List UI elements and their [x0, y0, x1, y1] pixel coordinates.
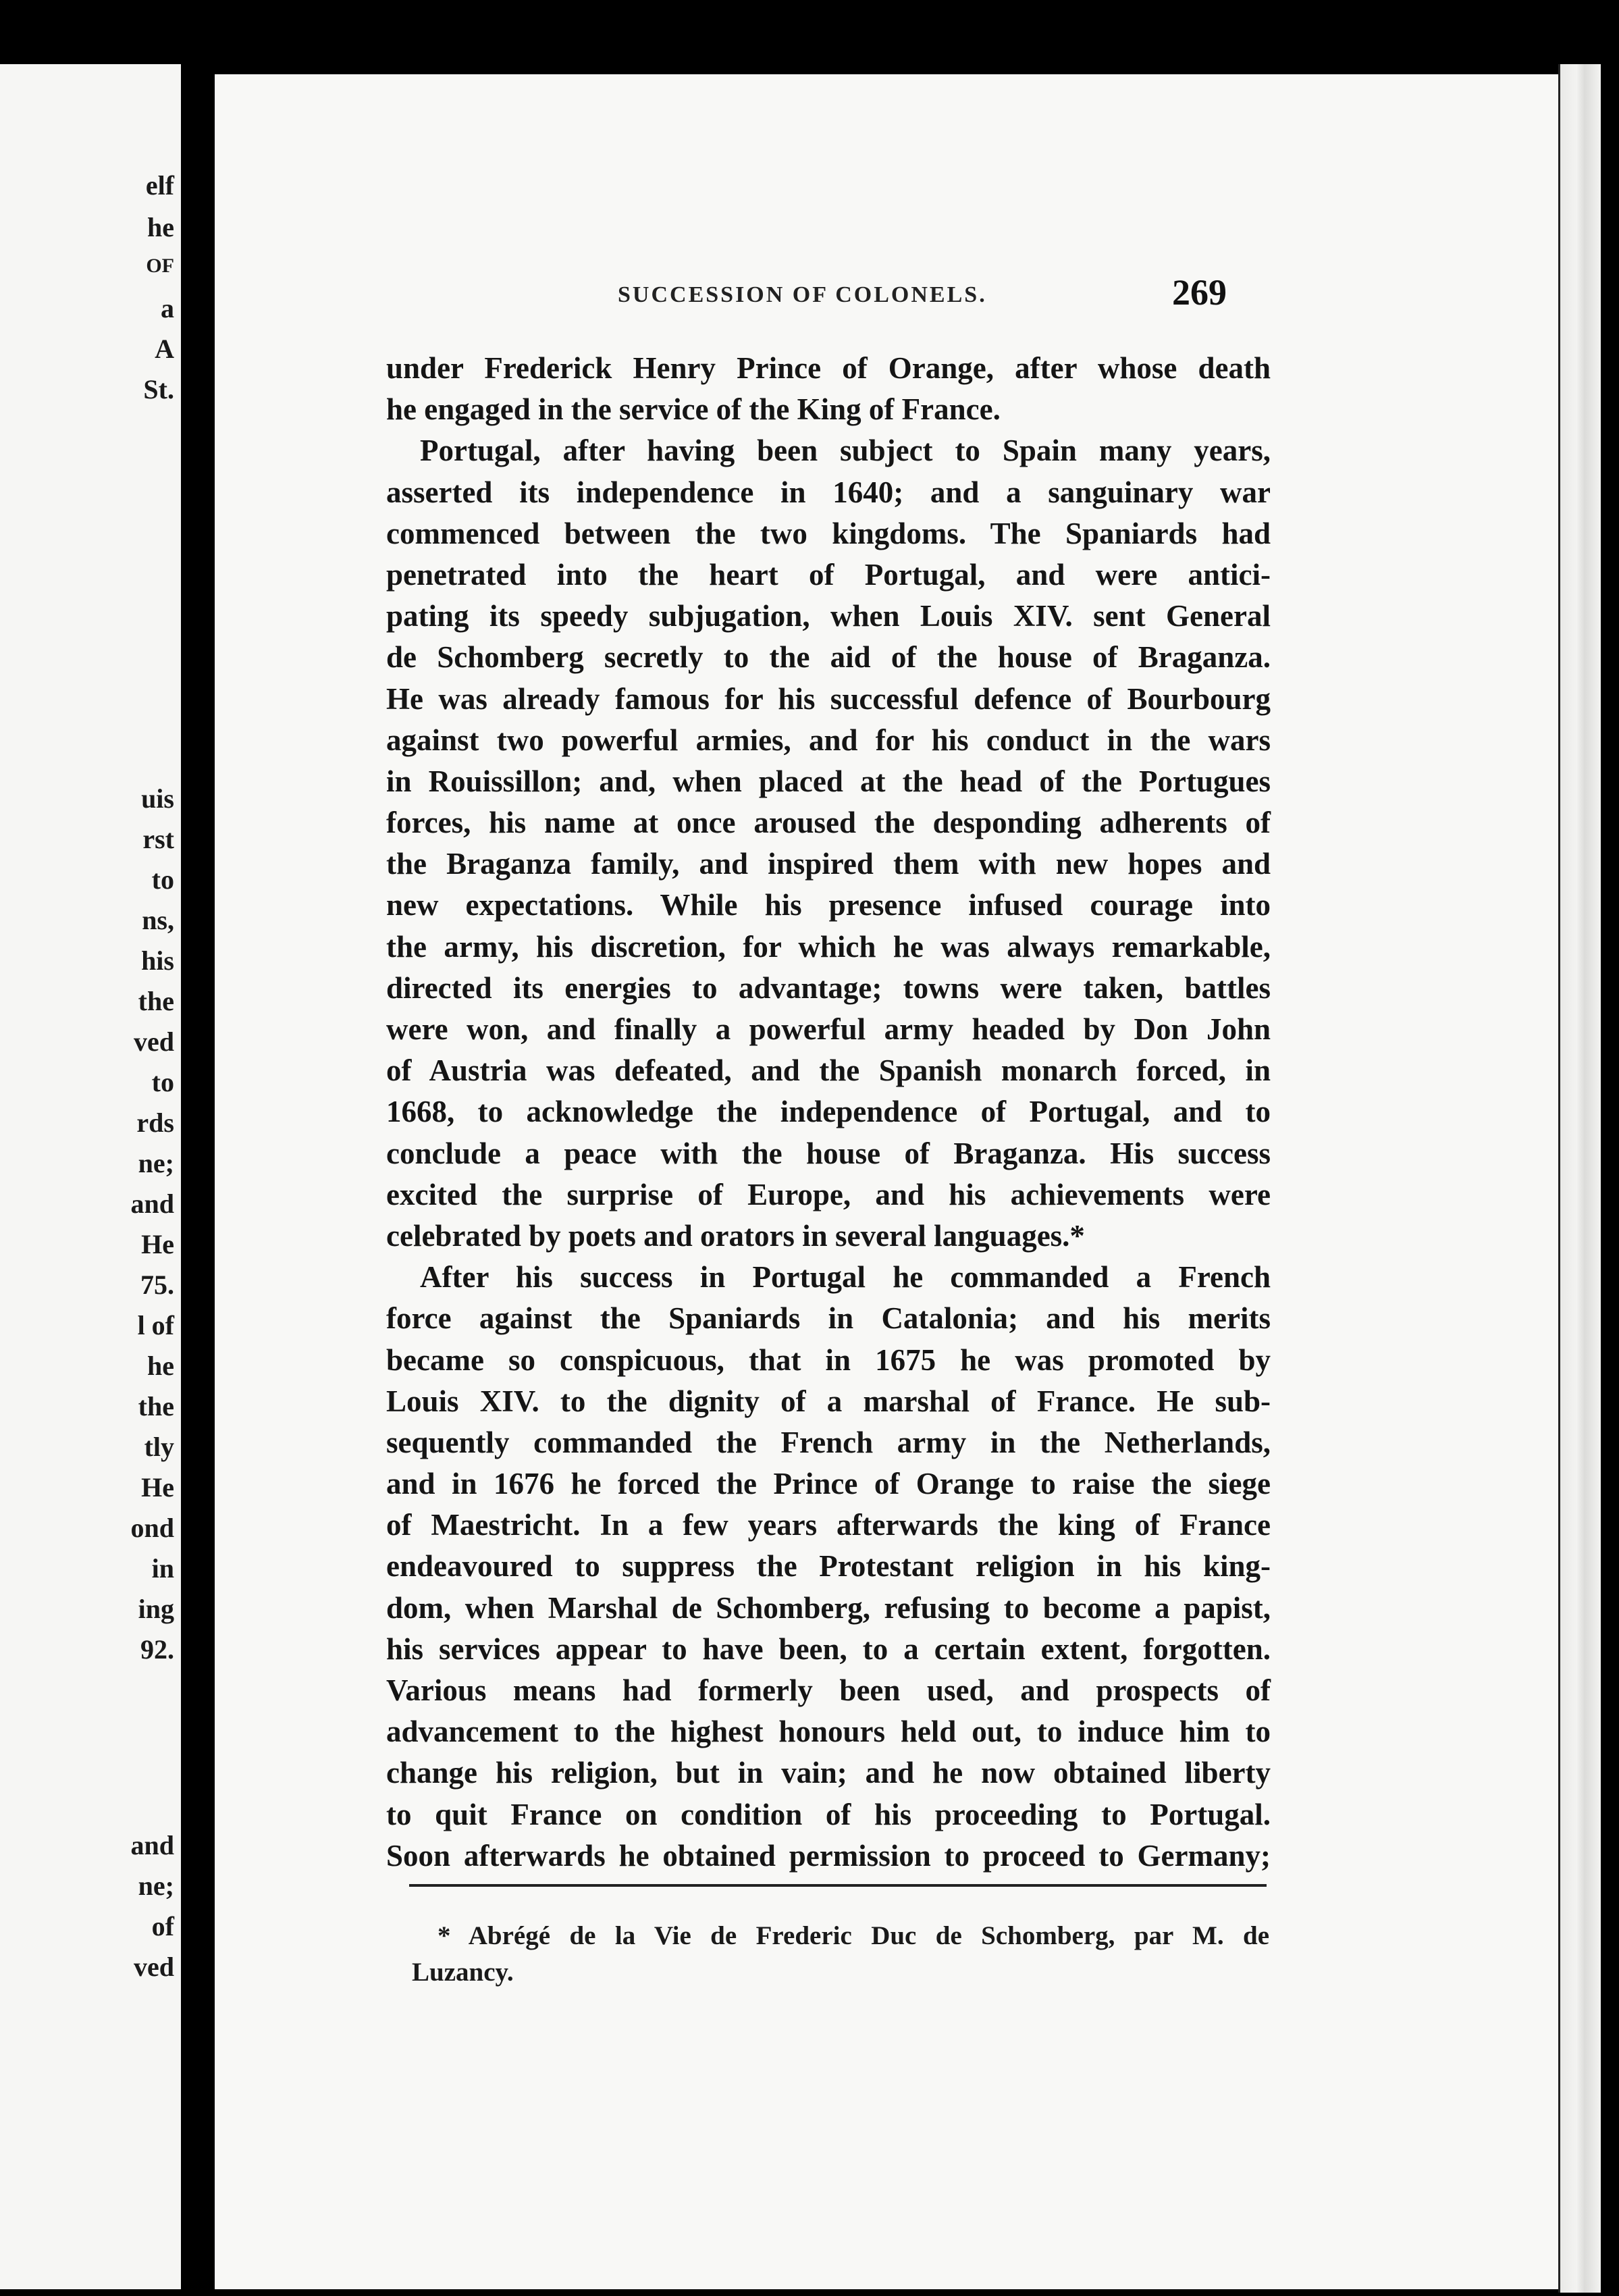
text-line: Various means had formerly been used, and prospects of [386, 1673, 1271, 1707]
text-line: the Braganza family, and inspired them with new hopes and [386, 847, 1271, 881]
text-line: Portugal, after having been subject to Spain many years, [420, 434, 1271, 468]
text-line: de Schomberg secretly to the aid of the house of Braganza. [386, 640, 1271, 675]
left-fragment: elf [145, 170, 174, 201]
left-fragment: uis [141, 783, 174, 814]
text-line: conclude a peace with the house of Braganza. His success [386, 1136, 1271, 1170]
text-line: the army, his discretion, for which he was always remarkable, [386, 929, 1271, 964]
footnote [412, 1918, 1269, 1991]
text-line: in Rouissillon; and, when placed at the head of the Portugues [386, 764, 1271, 798]
left-fragment: A [155, 334, 174, 364]
left-fragment: in [151, 1553, 174, 1584]
body-text [386, 348, 1271, 1877]
left-fragment: a [161, 293, 174, 323]
text-line: He was already famous for his successful defence of Bourbourg [386, 681, 1271, 716]
text-line: to quit France on condition of his proceeding to Portugal. [386, 1797, 1271, 1831]
text-line: were won, and finally a powerful army headed by Don John [386, 1012, 1271, 1046]
text-line: pating its speedy subjugation, when Louis XIV. sent General [386, 599, 1271, 633]
left-fragment: ond [130, 1513, 174, 1543]
text-line: forces, his name at once aroused the desponding adherents of [386, 806, 1271, 840]
left-fragment: ved [134, 1026, 174, 1057]
left-fragment: he [147, 1351, 174, 1381]
left-fragment: He [141, 1229, 174, 1259]
footnote-divider [409, 1884, 1267, 1887]
left-facing-page [0, 64, 181, 2289]
text-line: change his religion, but in vain; and he now obtained liberty [386, 1756, 1271, 1790]
left-fragment: ne; [138, 1148, 174, 1178]
text-line: his services appear to have been, to a certain extent, forgotten. [386, 1632, 1271, 1666]
text-line: of Austria was defeated, and the Spanish monarch forced, in [386, 1053, 1271, 1088]
text-line: became so conspicuous, that in 1675 he was promoted by [386, 1342, 1271, 1377]
text-line: penetrated into the heart of Portugal, and were antici- [386, 557, 1271, 592]
left-fragment: to [151, 1067, 174, 1097]
book-gutter [181, 0, 215, 2296]
left-fragment: tly [144, 1432, 174, 1462]
text-line: sequently commanded the French army in the Netherlands, [386, 1425, 1271, 1459]
left-fragment: to [151, 864, 174, 895]
text-line: against two powerful armies, and for his conduct in the wars [386, 723, 1271, 757]
text-line: he engaged in the service of the King of France. [386, 392, 1001, 427]
left-fragment: 92. [140, 1634, 174, 1665]
left-fragment: rds [136, 1107, 174, 1138]
text-line: of Maestricht. In a few years afterwards the king of France [386, 1508, 1271, 1542]
left-fragment: ing [138, 1594, 174, 1624]
text-line: and in 1676 he forced the Prince of Orange to raise the siege [386, 1467, 1271, 1501]
left-fragment: ns, [142, 905, 174, 935]
left-fragment: rst [142, 824, 174, 854]
text-line: Louis XIV. to the dignity of a marshal of France. He sub- [386, 1384, 1271, 1418]
left-fragment: of [151, 1911, 174, 1941]
left-fragment: and [130, 1830, 174, 1860]
footnote-line: Luzancy. [412, 1958, 514, 1987]
text-line: After his success in Portugal he commanded a French [420, 1260, 1271, 1295]
left-fragment: 75. [140, 1270, 174, 1300]
left-fragment: OF [146, 255, 174, 277]
text-line: under Frederick Henry Prince of Orange, after whose death [386, 351, 1271, 385]
left-fragment: St. [143, 374, 174, 405]
footnote-line: * Abrégé de la Vie de Frederic Duc de Schomberg, par M. de [437, 1921, 1269, 1950]
left-fragment: and [130, 1189, 174, 1219]
text-line: new expectations. While his presence infused courage into [386, 888, 1271, 922]
left-fragment: he [147, 212, 174, 242]
left-fragment: l of [137, 1310, 174, 1340]
text-line: celebrated by poets and orators in several languages.* [386, 1218, 1085, 1253]
text-line: excited the surprise of Europe, and his achievements were [386, 1177, 1271, 1211]
left-fragment: ved [134, 1952, 174, 1982]
text-line: advancement to the highest honours held out, to induce him to [386, 1715, 1271, 1749]
left-fragment: his [141, 945, 174, 976]
left-fragment: He [141, 1472, 174, 1503]
text-line: force against the Spaniards in Catalonia; and his merits [386, 1301, 1271, 1336]
text-line: asserted its independence in 1640; and a sanguinary war [386, 475, 1271, 509]
text-line: 1668, to acknowledge the independence of Portugal, and to [386, 1095, 1271, 1129]
text-line: endeavoured to suppress the Protestant religion in his king- [386, 1549, 1271, 1584]
left-fragment: ne; [138, 1871, 174, 1901]
page-edge [1558, 64, 1601, 2293]
text-line: dom, when Marshal de Schomberg, refusing to become a papist, [386, 1590, 1271, 1625]
text-line: directed its energies to advantage; towns were taken, battles [386, 970, 1271, 1005]
left-fragment: the [138, 1391, 174, 1421]
text-line: commenced between the two kingdoms. The Spaniards had [386, 516, 1271, 550]
left-fragment: the [138, 986, 174, 1016]
page-number: 269 [1172, 272, 1227, 313]
text-line: Soon afterwards he obtained permission to proceed to Germany; [386, 1838, 1271, 1873]
running-title: SUCCESSION OF COLONELS. [618, 282, 987, 307]
